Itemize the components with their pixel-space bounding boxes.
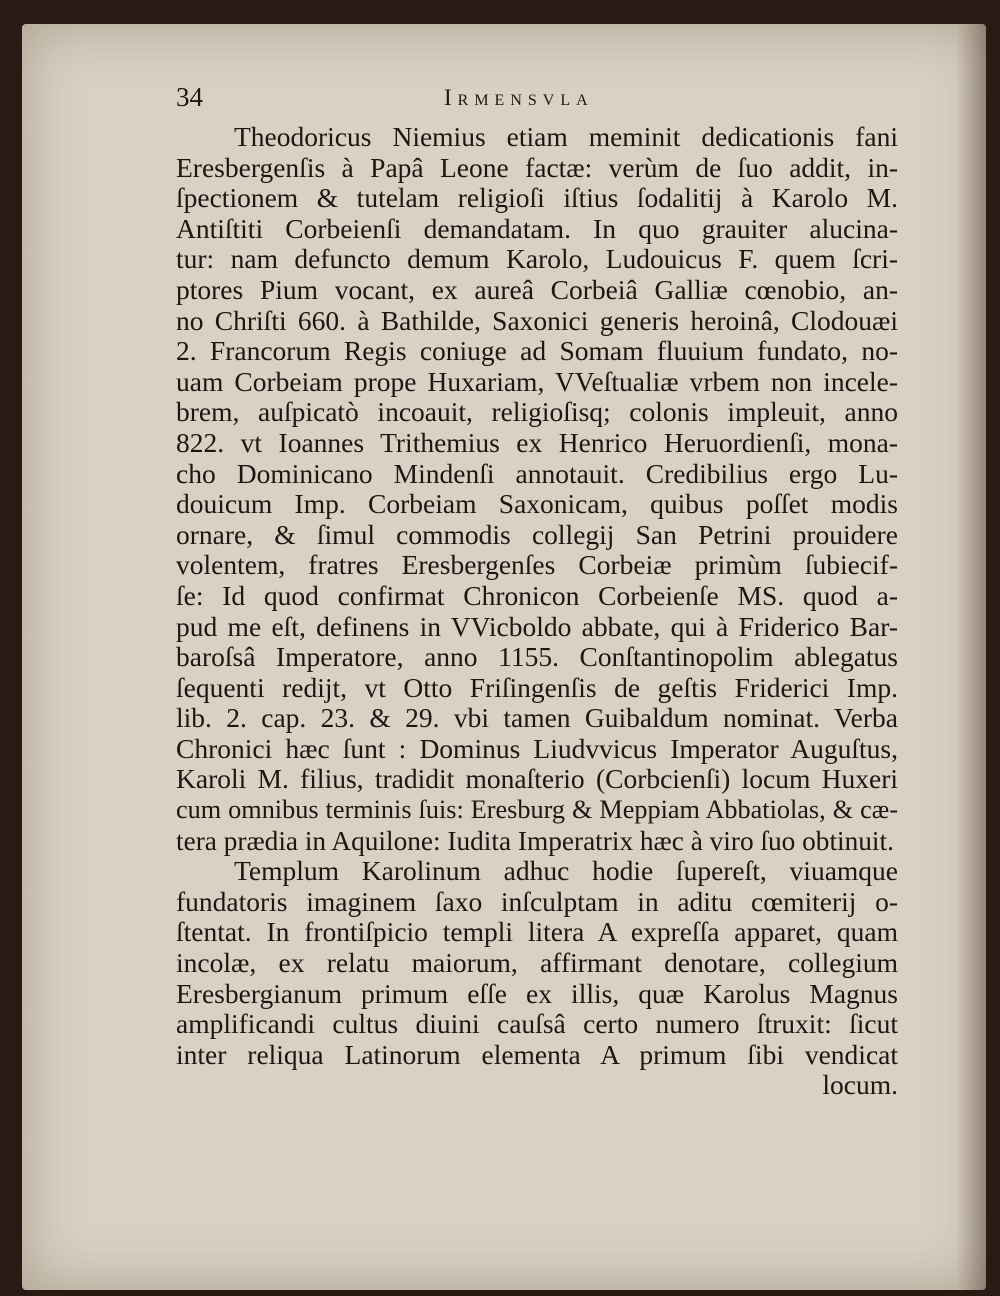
text-line: ptores Pium vocant, ex aureâ Corbeiâ Galliæ cœnobio, an- (176, 273, 898, 305)
text-line: tera prædia in Aquilone: Iudita Imperatrix hæc à viro ſuo obtinuit. (176, 825, 894, 856)
text-line: baroſsâ Imperatore, anno 1155. Conſtantinopolim ablegatus (176, 641, 898, 673)
text-line: ſe: Id quod confirmat Chronicon Corbeienſe MS. quod a- (176, 579, 898, 611)
text-line: cum omnibus terminis ſuis: Eresburg & Meppiam Abbatiolas, & cæ- (176, 795, 898, 825)
text-line: 822. vt Ioannes Trithemius ex Henrico Heruordienſi, mona- (176, 426, 898, 458)
text-line: douicum Imp. Corbeiam Saxonicam, quibus poſſet modis (176, 488, 898, 520)
text-line: amplificandi cultus diuini cauſsâ certo numero ſtruxit: ſicut (176, 1008, 898, 1040)
text-body (176, 122, 898, 1101)
running-title: Irmensvla (444, 85, 594, 110)
text-line: brem, auſpicatò incoauit, religioſisq; colonis impleuit, anno (176, 396, 898, 428)
text-line: lib. 2. cap. 23. & 29. vbi tamen Guibaldum nominat. Verba (176, 702, 898, 734)
text-line: locum. (822, 1069, 898, 1101)
book-page (22, 24, 986, 1290)
text-line: fundatoris imaginem ſaxo inſculptam in aditu cœmiterij o- (176, 885, 898, 917)
text-line: Eresbergianum primum eſſe ex illis, quæ Karolus Magnus (176, 977, 898, 1009)
text-line: Eresbergenſis à Papâ Leone factæ: verùm de ſuo addit, in- (176, 151, 898, 183)
text-line: Karoli M. filius, tradidit monaſterio (Corbcienſi) locum Huxeri (176, 763, 898, 795)
text-line: pud me eſt, definens in VVicboldo abbate, qui à Friderico Bar- (176, 610, 898, 642)
text-line: incolæ, ex relatu maiorum, affirmant denotare, collegium (176, 947, 898, 979)
text-line: 2. Francorum Regis coniuge ad Somam fluuium fundato, no- (176, 335, 898, 367)
text-line: inter reliqua Latinorum elementa A primum ſibi vendicat (176, 1038, 898, 1070)
page-gutter-shadow (956, 24, 986, 1290)
page-number: 34 (176, 82, 203, 112)
text-line: ſtentat. In frontiſpicio templi litera A expreſſa apparet, quam (176, 916, 898, 948)
text-line: ſpectionem & tutelam religioſi iſtius ſodalitij à Karolo M. (176, 182, 898, 214)
text-line: no Chriſti 660. à Bathilde, Saxonici generis heroinâ, Clodouæi (176, 304, 898, 336)
text-line: volentem, fratres Eresbergenſes Corbeiæ primùm ſubiecif- (176, 549, 898, 581)
text-line: cho Dominicano Mindenſi annotauit. Credibilius ergo Lu- (176, 457, 898, 489)
page-header (176, 82, 896, 122)
text-line: tur: nam defuncto demum Karolo, Ludouicus F. quem ſcri- (176, 243, 898, 275)
text-line: uam Corbeiam prope Huxariam, VVeſtualiæ vrbem non incele- (176, 365, 898, 397)
text-line: Theodoricus Niemius etiam meminit dedicationis fani (234, 121, 898, 152)
text-line: Antiſtiti Corbeienſi demandatam. In quo grauiter alucina- (176, 212, 898, 244)
text-line: ſequenti redijt, vt Otto Friſingenſis de geſtis Friderici Imp. (176, 671, 898, 703)
text-line: Templum Karolinum adhuc hodie ſupereſt, viuamque (234, 855, 898, 887)
text-line: Chronici hæc ſunt : Dominus Liudvvicus Imperator Auguſtus, (176, 732, 898, 764)
text-line: ornare, & ſimul commodis collegij San Petrini prouidere (176, 518, 898, 550)
